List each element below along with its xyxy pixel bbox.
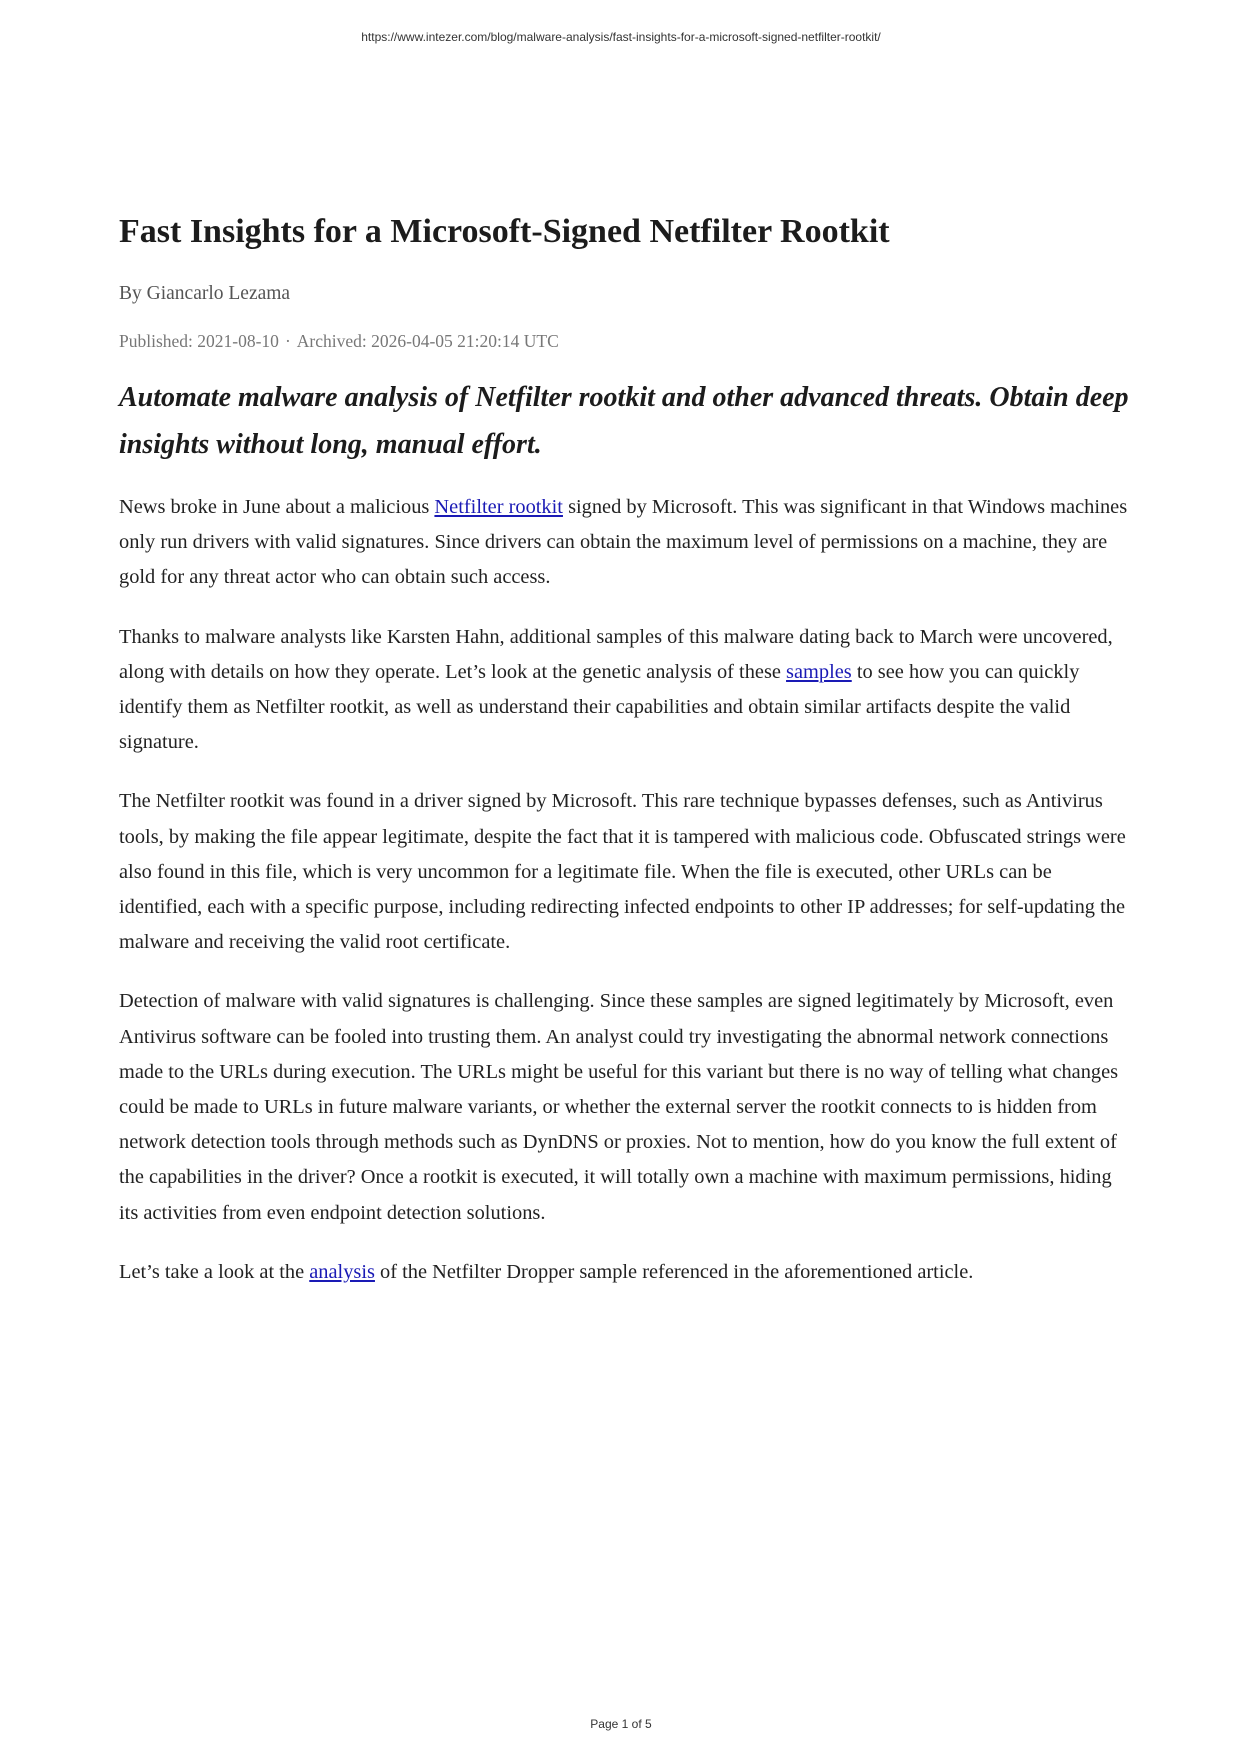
paragraph-5-text-end: of the Netfilter Dropper sample referenced in the aforementioned article.: [374, 1260, 974, 1283]
paragraph-2-text-start: Thanks to malware analysts like Karsten Hahn, additional samples of this malware dating back to March were uncovered, along with details on how they operate. Let’s look at the genetic analysis of these: [119, 625, 1113, 683]
paragraph-1-text-end: signed by Microsoft. This was significant in that Windows machines only run drivers with valid signatures. Since drivers can obtain the maximum level of permissions on a machine, they are gold for any threat actor who can obtain such access.: [119, 496, 1128, 589]
netfilter-rootkit-link[interactable]: Netfilter rootkit: [434, 496, 563, 518]
samples-link[interactable]: samples: [786, 660, 852, 683]
article-lede: Automate malware analysis of Netfilter rootkit and other advanced threats. Obtain deep insights without long, manual effort.: [119, 382, 1129, 460]
published-date: Published: 2021-08-10: [119, 331, 279, 351]
archived-date: Archived: 2026-04-05 21:20:14 UTC: [296, 331, 559, 351]
analysis-link[interactable]: analysis: [309, 1260, 375, 1283]
meta-separator: ·: [284, 331, 291, 351]
page-number: Page 1 of 5: [590, 1717, 652, 1731]
paragraph-2-text-end: to see how you can quickly identify them as Netfilter rootkit, as well as understand their capabilities and obtain similar artifacts despite the valid signature.: [119, 660, 1080, 754]
page-url-header: https://www.intezer.com/blog/malware-analysis/fast-insights-for-a-microsoft-signed-netfilter-rootkit/: [361, 30, 881, 44]
paragraph-5: [119, 1255, 1131, 1290]
article: [119, 210, 1131, 1290]
paragraph-4: Detection of malware with valid signatures is challenging. Since these samples are signed legitimately by Microsoft, even Antivirus software can be fooled into trusting them. An analyst could try investigating the abnormal network connections made to the URLs during execution. The URLs might be useful for this variant but there is no way of telling what changes could be made to URLs in future malware variants, or whether the external server the rootkit connects to is hidden from network detection tools through methods such as DynDNS or proxies. Not to mention, how do you know the full extent of the capabilities in the driver? Once a rootkit is executed, it will totally own a machine with maximum permissions, hiding its activities from even endpoint detection solutions.: [119, 990, 1119, 1224]
paragraph-3: The Netfilter rootkit was found in a driver signed by Microsoft. This rare technique bypasses defenses, such as Antivirus tools, by making the file appear legitimate, despite the fact that it is tampered with malicious code. Obfuscated strings were also found in this file, which is very uncommon for a legitimate file. When the file is executed, other URLs can be identified, each with a specific purpose, including redirecting infected endpoints to other IP addresses; for self-updating the malware and receiving the valid root certificate.: [119, 790, 1126, 954]
paragraph-5-text-start: Let’s take a look at the: [119, 1260, 310, 1283]
article-meta: [119, 328, 1131, 354]
article-byline: By Giancarlo Lezama: [119, 283, 291, 304]
paragraph-2: [119, 620, 1131, 761]
article-title: Fast Insights for a Microsoft-Signed Netfilter Rootkit: [119, 213, 890, 250]
paragraph-1-text-start: News broke in June about a malicious: [119, 496, 435, 518]
paragraph-1: [119, 490, 1131, 596]
